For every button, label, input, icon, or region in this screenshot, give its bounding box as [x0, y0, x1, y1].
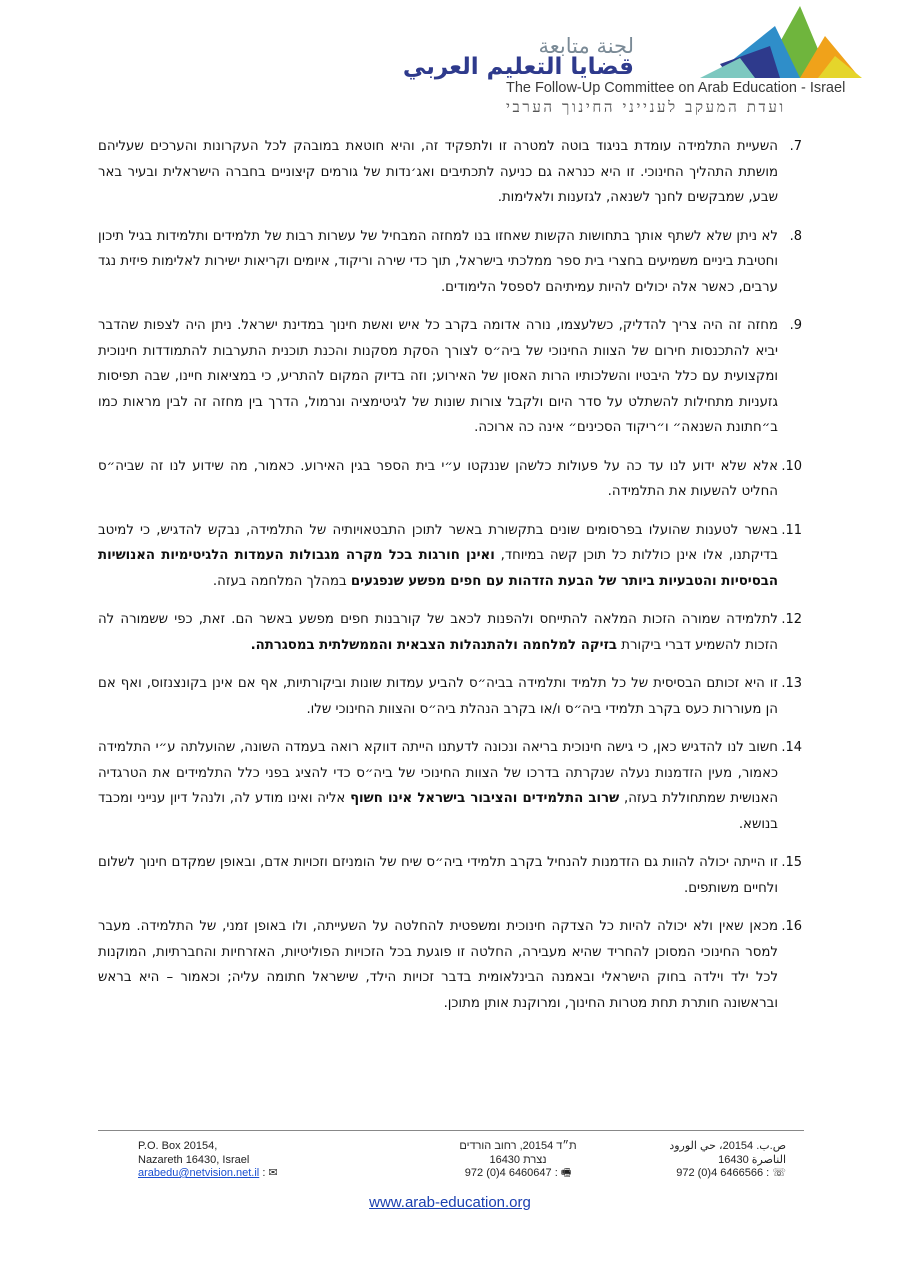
- letter-body: [98, 134, 802, 1029]
- paragraph-text: חשוב לנו להדגיש כאן, כי גישה חינוכית בריאה ונכונה לדעתנו הייתה דווקא רואה בעמדה השונה, שהועלתה ע״י התלמידה כאמור, מעין הזדמנות נעלה שנקרתה בדרכו של הצוות החינוכי של ביה״ס כדי להציג בפני כלל התלמידים את הטרגדיה האנושית שמתחוללת בעזה,: [98, 740, 779, 806]
- item-number: 14.: [781, 740, 802, 755]
- mail-icon: : ✉: [262, 1167, 278, 1179]
- item-number: 12.: [781, 612, 802, 627]
- footer-divider: [98, 1130, 804, 1131]
- list-item: [98, 454, 802, 505]
- item-number: 8.: [789, 228, 802, 244]
- footer-email-link[interactable]: arabedu@netvision.net.il: [138, 1167, 260, 1179]
- logo-hebrew-name: ועדת המעקב לענייני החינוך הערבי: [506, 98, 786, 116]
- item-number: 16.: [781, 919, 802, 934]
- footer-phone: 972 (0)4 6466566 : ☏: [676, 1167, 786, 1179]
- committee-logo: [402, 6, 865, 116]
- footer-hebrew-address: [438, 1140, 598, 1181]
- item-number: 7.: [789, 139, 802, 154]
- paragraph-text: אליה ואינו מודע לה, ולנהל דיון ענייני ומכבד בנושא.: [98, 791, 778, 832]
- footer-he-line2: נצרת 16430: [489, 1153, 547, 1166]
- footer-he-line1: ת״ד 20154, רחוב הורדים: [459, 1140, 577, 1152]
- item-paragraph: [98, 224, 778, 301]
- item-paragraph: [98, 607, 778, 658]
- item-number: 11.: [781, 522, 802, 538]
- footer-en-line1: P.O. Box 20154,: [138, 1140, 218, 1152]
- paragraph-text: מחזה זה היה צריך להדליק, כשלעצמו, נורה אדומה בקרב כל איש ואשת חינוך במדינת ישראל. ניתן היה לצפות שהדבר יביא להתכנסות חירום של הצוות החינוכי של ביה״ס לצורך הסקת מסקנות והכנת תוכנית התערבות להתמודדות חינוכית ומקצועית עם כלל היבטיו והשלכותיו הרות האסון של האירוע; וזה בדיוק המקום להתריע, כי במציאות חיינו, שבה תפיסות גזעניות מתחילות להשתלט על סדר היום ולקבל צורות שונות של לגיטימציה ונרמול, הדרך בין מחזה זה לבין מראות כמו ב״חתונת השנאה״ ו״ריקוד הסכינים״ אינה כה ארוכה.: [98, 318, 778, 435]
- item-paragraph: [98, 518, 778, 595]
- footer: [98, 1136, 804, 1194]
- paragraph-text: אלא שלא ידוע לנו עד כה על פעולות כלשהן שננקטו ע״י בית הספר בגין האירוע. כאמור, מה שידוע לנו זה שביה״ס החליט להשעות את התלמידה.: [98, 458, 778, 499]
- item-paragraph: [98, 735, 778, 837]
- list-item: [98, 914, 802, 1016]
- logo-arabic-line1: لجنة متابعة: [538, 34, 634, 58]
- paragraph-text: השעיית התלמידה עומדת בניגוד בוטה למטרה זו ולתפקיד זה, והיא חוטאת במובהק לכל העקרונות והערכים שעליהם מושתת התהליך החינוכי. זו היא כנראה גם כניעה לתכתיבים ואג׳נדות של גורמים קיצוניים בחברה הישראלית ובעיר באר שבע, שמבקשים לחנך לשנאה, לגזענות ולאלימות.: [98, 139, 778, 205]
- item-paragraph: [98, 313, 778, 441]
- list-item: [98, 735, 802, 837]
- item-paragraph: [98, 914, 778, 1016]
- list-item: [98, 224, 802, 301]
- list-item: [98, 671, 802, 722]
- website-link[interactable]: www.arab-education.org: [369, 1194, 531, 1211]
- item-number: 15.: [781, 855, 802, 870]
- bold-text: ואינן חורגות בכל מקרה מגבולות העמדות הלגיטימיות האנושיות הבסיסיות והטבעיות ביותר של הבעת הזדהות עם חפים מפשע שנפגעים: [98, 548, 778, 589]
- footer-ar-line1: ص.ب. 20154، حي الورود: [669, 1140, 786, 1152]
- footer-arabic-address: [616, 1140, 786, 1181]
- paragraph-text: זו הייתה יכולה להוות גם הזדמנות להנחיל בקרב תלמידי ביה״ס שיח של הומניזם וזכויות אדם, ובאופן שמקדם חינוך לשלום ולחיים משותפים.: [98, 855, 778, 896]
- logo-emblem-icon: [700, 6, 865, 78]
- item-paragraph: [98, 671, 778, 722]
- footer-ar-line2: الناصرة 16430: [718, 1153, 786, 1166]
- item-paragraph: [98, 134, 778, 211]
- list-item: [98, 518, 802, 595]
- paragraph-text: באשר לטענות שהועלו בפרסומים שונים בתקשורת באשר לתוכן התבטאויותיה של התלמידה, נבקש להדגיש, כי למיטב בדיקתנו, אלו אינן כוללות כל תוכן קשה במיוחד,: [98, 522, 778, 563]
- footer-email-row: [138, 1167, 278, 1181]
- bold-text: שרוב התלמידים והציבור בישראל אינו חשוף: [350, 791, 620, 806]
- footer-fax: 972 (0)4 6460647 : 🖷: [464, 1167, 572, 1179]
- list-item: [98, 313, 802, 441]
- footer-en-line2: Nazareth 16430, Israel: [138, 1153, 250, 1166]
- item-number: 10.: [781, 458, 802, 474]
- logo-english-name: The Follow-Up Committee on Arab Education - Israel: [506, 80, 846, 96]
- list-item: [98, 850, 802, 901]
- paragraph-text: לתלמידה שמורה הזכות המלאה להתייחס ולהפנות לכאב של קורבנות חפים מפשע באשר הם. זאת, כפי ששמורה לה הזכות להשמיע דברי ביקורת: [98, 612, 778, 653]
- item-number: 13.: [781, 676, 802, 691]
- item-paragraph: [98, 454, 778, 505]
- footer-english-address: [138, 1140, 278, 1181]
- logo-arabic-line2: قضايا التعليم العربي: [402, 54, 634, 80]
- list-item: [98, 607, 802, 658]
- paragraph-text: לא ניתן שלא לשתף אותך בתחושות הקשות שאחזו בנו למחזה המבחיל של עשרות רבות של תלמידים ותלמידות בגיל תיכון וחטיבת ביניים משמיעים בחצרי בית ספר ממלכתי בישראל, תוך כדי שירה וריקוד, איומים וקריאות ישירות לאלימות פיזית נגד ערבים, כאשר אלה יכולים להיות עמיתיהם לספסל הלימודים.: [98, 228, 778, 295]
- item-number: 9.: [789, 318, 802, 333]
- bold-text: בזיקה למלחמה ולהתנהלות הצבאית והממשלתית במסגרתה.: [250, 637, 618, 653]
- list-item: [98, 134, 802, 211]
- paragraph-text: זו היא זכותם הבסיסית של כל תלמיד ותלמידה בביה״ס להביע עמדות שונות וביקורתיות, אף אם אינן בקונצנזוס, ואף אם הן מעוררות כעס בקרב תלמידי ביה״ס ו/או בקרב הנהלת ביה״ס והצוות החינוכי שלו.: [98, 676, 778, 717]
- paragraph-text: במהלך המלחמה בעזה.: [212, 573, 351, 589]
- paragraph-text: מכאן שאין ולא יכולה להיות כל הצדקה חינוכית ומשפטית להחלטה על השעייתה, ולו באופן זמני, של התלמידה. מעבר למסר החינוכי המסוכן להחריד שהיא מעבירה, החלטה זו פוגעת בכל הזכויות הפוליטיות, האזרחיות והחברתיות, המוקנות לכל ילד וילדה בחוק הישראלי ובאמנה הבינלאומית בדבר זכויות הילד, שישראל חתומה עליה; וכאמור – היא בראש ובראשונה חותרת תחת מטרות החינוך, ומרוקנת אותן מתוכן.: [98, 919, 778, 1011]
- item-paragraph: [98, 850, 778, 901]
